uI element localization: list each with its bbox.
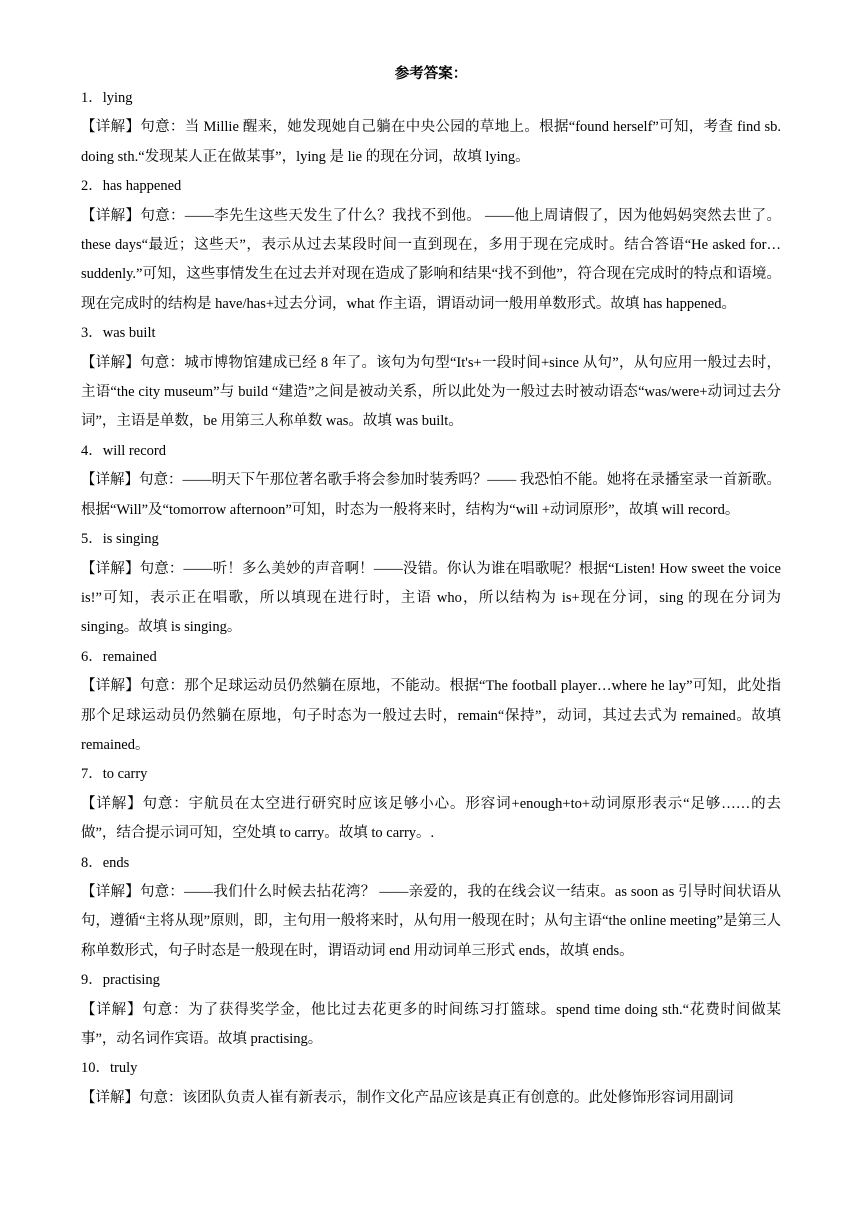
answer-line: 5．is singing <box>81 531 159 548</box>
explanation-paragraph: 【详解】句意：城市博物馆建成已经 8 年了。该句为句型“It's+一段时间+since 从句”，从句应用一般过去时，主语“the city museum”与 build “建造”之间是被动关系，所以此处为一般过去时被动语态“was/were+动词过去分词”，主语是单数，be 用第三人称单数 was。故填 was built。 <box>81 354 781 430</box>
explanation-paragraph: 【详解】句意：——李先生这些天发生了什么？我找不到他。 ——他上周请假了，因为他妈妈突然去世了。these days“最近；这些天”，表示从过去某段时间一直到现在，多用于现在完成时。结合答语“He asked for…suddenly.”可知，这些事情发生在过去并对现在造成了影响和结果“找不到他”，符合现在完成时的特点和语境。现在完成时的结构是 have/has+过去分词，what 作主语，谓语动词一般用单数形式。故填 has happened。 <box>81 207 781 312</box>
explanation-paragraph: 【详解】句意：为了获得奖学金，他比过去花更多的时间练习打篮球。spend time doing sth.“花费时间做某事”，动名词作宾语。故填 practising。 <box>81 1001 781 1047</box>
answer-item-3 <box>81 319 781 437</box>
answer-line: 8．ends <box>81 854 130 871</box>
answer-key-page <box>81 62 781 1113</box>
answer-item-4 <box>81 437 781 525</box>
answer-line: 4．will record <box>81 442 166 459</box>
answer-item-5 <box>81 525 781 643</box>
explanation-paragraph: 【详解】句意：当 Millie 醒来，她发现她自己躺在中央公园的草地上。根据“found herself”可知，考查 find sb. doing sth.“发现某人正在做某事”，lying 是 lie 的现在分词，故填 lying。 <box>81 119 781 165</box>
answer-item-8 <box>81 849 781 967</box>
answer-line: 9．practising <box>81 972 160 989</box>
explanation-paragraph: 【详解】句意：那个足球运动员仍然躺在原地，不能动。根据“The football player…where he lay”可知，此处指那个足球运动员仍然躺在原地，句子时态为一般过去时，remain“保持”，动词，其过去式为 remained。故填 remained。 <box>81 678 781 753</box>
answer-line: 6．remained <box>81 648 157 665</box>
answer-line: 3．was built <box>81 325 156 342</box>
answer-item-2 <box>81 172 781 319</box>
explanation-paragraph: 【详解】句意：宇航员在太空进行研究时应该足够小心。形容词+enough+to+动词原形表示“足够……的去做”，结合提示词可知，空处填 to carry。故填 to carry。. <box>81 795 781 842</box>
answer-line: 10．truly <box>81 1060 138 1077</box>
answer-item-10 <box>81 1054 781 1113</box>
answer-line: 1．lying <box>81 90 133 106</box>
answer-item-1 <box>81 84 781 172</box>
explanation-paragraph: 【详解】句意：——明天下午那位著名歌手将会参加时装秀吗？—— 我恐怕不能。她将在录播室录一首新歌。 根据“Will”及“tomorrow afternoon”可知，时态为一般将来时，结构为“will +动词原形”，故填 will record。 <box>81 472 781 518</box>
answer-item-9 <box>81 966 781 1054</box>
answer-item-6 <box>81 643 781 761</box>
answer-line: 7．to carry <box>81 766 148 783</box>
explanation-paragraph: 【详解】句意：——听！多么美妙的声音啊！——没错。你认为谁在唱歌呢？根据“Listen! How sweet the voice is!”可知，表示正在唱歌，所以填现在进行时，主语 who，所以结构为 is+现在分词，sing 的现在分词为 singing。故填 is singing。 <box>81 560 781 636</box>
answer-line: 2．has happened <box>81 178 182 195</box>
explanation-paragraph: 【详解】句意：——我们什么时候去拈花湾？ ——亲爱的，我的在线会议一结束。as soon as 引导时间状语从句，遵循“主将从现”原则，即，主句用一般将来时，从句用一般现在时；从句主语“the online meeting”是第三人称单数形式，句子时态是一般现在时，谓语动词 end 用动词单三形式 ends，故填 ends。 <box>81 883 781 959</box>
explanation-paragraph: 【详解】句意：该团队负责人崔有新表示，制作文化产品应该是真正有创意的。此处修饰形容词用副词 <box>81 1089 734 1106</box>
page-title: 参考答案： <box>394 66 468 82</box>
answer-item-7 <box>81 760 781 848</box>
